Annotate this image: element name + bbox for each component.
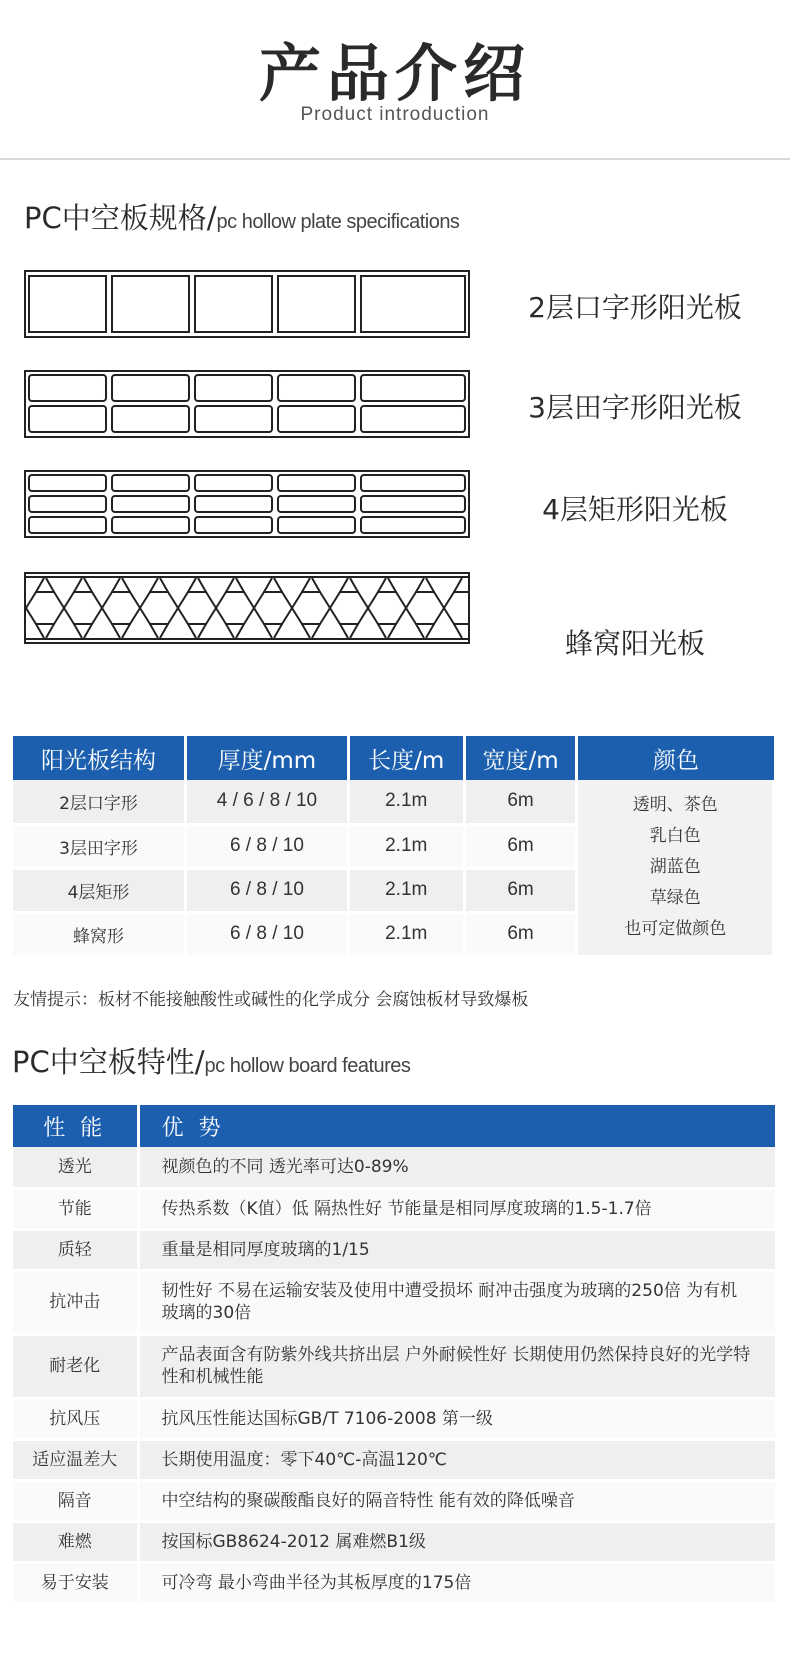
spec-colors-cell [577,780,774,956]
features-table-header-row [13,1105,775,1147]
feature-value-cell: 重量是相同厚度玻璃的1/15 [138,1229,775,1270]
spec-width-cell: 6m [464,912,577,956]
table-row [13,1480,775,1521]
table-row [13,1521,775,1562]
feature-name-cell: 抗冲击 [13,1270,138,1334]
features-title-en: pc hollow board features [204,1055,411,1077]
feature-value-cell: 视颜色的不同 透光率可达0-89% [138,1147,775,1188]
feature-name-cell: 隔音 [13,1480,138,1521]
feature-value-cell: 抗风压性能达国标GB/T 7106-2008 第一级 [138,1398,775,1439]
table-row [13,1334,775,1398]
spec-width-cell: 6m [464,780,577,824]
spec-header-length: 长度/m [348,736,464,780]
features-title-cn: PC中空板特性/ [12,1045,205,1079]
spec-header-thickness: 厚度/mm [186,736,349,780]
color-option: 也可定做颜色 [624,918,727,939]
four-layer-rectangle-panel-icon [24,470,470,538]
spec-width-cell: 6m [464,868,577,912]
spec-length-cell: 2.1m [348,868,464,912]
feature-value-cell: 按国标GB8624-2012 属难燃B1级 [138,1521,775,1562]
feature-value-cell: 长期使用温度：零下40℃-高温120℃ [138,1439,775,1480]
spec-thickness-cell: 4 / 6 / 8 / 10 [186,780,349,824]
spec-width-cell: 6m [464,824,577,868]
feature-value-cell: 中空结构的聚碳酸酯良好的隔音特性 能有效的降低噪音 [138,1480,775,1521]
plate-label-honeycomb: 蜂窝阳光板 [564,627,705,660]
features-section-title [12,1040,410,1081]
color-option: 透明、茶色 [632,794,718,815]
header-divider [0,158,790,160]
specs-title-en: pc hollow plate specifications [216,211,460,233]
spec-length-cell: 2.1m [348,912,464,956]
color-option: 湖蓝色 [649,856,701,877]
feature-name-cell: 质轻 [13,1229,138,1270]
feature-value-cell: 可冷弯 最小弯曲半径为其板厚度的175倍 [138,1562,775,1603]
feature-value-cell: 产品表面含有防紫外线共挤出层 户外耐候性好 长期使用仍然保持良好的光学特性和机械性能 [138,1334,775,1398]
spec-table-header-row [13,736,774,780]
feature-value-cell: 韧性好 不易在运输安装及使用中遭受损坏 耐冲击强度为玻璃的250倍 为有机玻璃的30倍 [138,1270,775,1334]
spec-header-width: 宽度/m [464,736,577,780]
spec-structure-cell: 2层口字形 [13,780,186,824]
color-option: 草绿色 [649,887,701,908]
plate-label-four-layer: 4层矩形阳光板 [542,493,728,526]
features-header-property: 性 能 [13,1105,138,1147]
table-row [13,1439,775,1480]
feature-name-cell: 难燃 [13,1521,138,1562]
features-table [13,1105,775,1605]
table-row [13,780,774,824]
specs-title-cn: PC中空板规格/ [24,201,217,235]
plate-label-two-layer: 2层口字形阳光板 [528,291,742,324]
spec-structure-cell: 蜂窝形 [13,912,186,956]
table-row [13,1188,775,1229]
feature-name-cell: 易于安装 [13,1562,138,1603]
features-header-advantage: 优 势 [138,1105,775,1147]
plate-label-three-layer: 3层田字形阳光板 [528,391,742,424]
spec-thickness-cell: 6 / 8 / 10 [186,868,349,912]
honeycomb-panel-icon [24,572,470,644]
table-row [13,1147,775,1188]
page-subtitle: Product introduction [300,104,490,125]
spec-header-color: 颜色 [577,736,774,780]
spec-length-cell: 2.1m [348,824,464,868]
spec-header-structure: 阳光板结构 [13,736,186,780]
page-header [0,0,790,160]
feature-name-cell: 抗风压 [13,1398,138,1439]
feature-name-cell: 透光 [13,1147,138,1188]
spec-structure-cell: 3层田字形 [13,824,186,868]
spec-structure-cell: 4层矩形 [13,868,186,912]
three-layer-grid-panel-icon [24,370,470,438]
table-row [13,1229,775,1270]
feature-value-cell: 传热系数（K值）低 隔热性好 节能量是相同厚度玻璃的1.5-1.7倍 [138,1188,775,1229]
table-row [13,1270,775,1334]
table-row [13,1562,775,1603]
spec-table [13,736,775,958]
feature-name-cell: 节能 [13,1188,138,1229]
spec-length-cell: 2.1m [348,780,464,824]
spec-thickness-cell: 6 / 8 / 10 [186,824,349,868]
feature-name-cell: 适应温差大 [13,1439,138,1480]
warning-note: 友情提示：板材不能接触酸性或碱性的化学成分 会腐蚀板材导致爆板 [13,990,529,1010]
feature-name-cell: 耐老化 [13,1334,138,1398]
two-layer-square-panel-icon [24,270,470,338]
table-row [13,1398,775,1439]
spec-thickness-cell: 6 / 8 / 10 [186,912,349,956]
specs-section-title [24,196,459,237]
color-option: 乳白色 [649,825,701,846]
page-title: 产品介绍 [258,37,531,110]
